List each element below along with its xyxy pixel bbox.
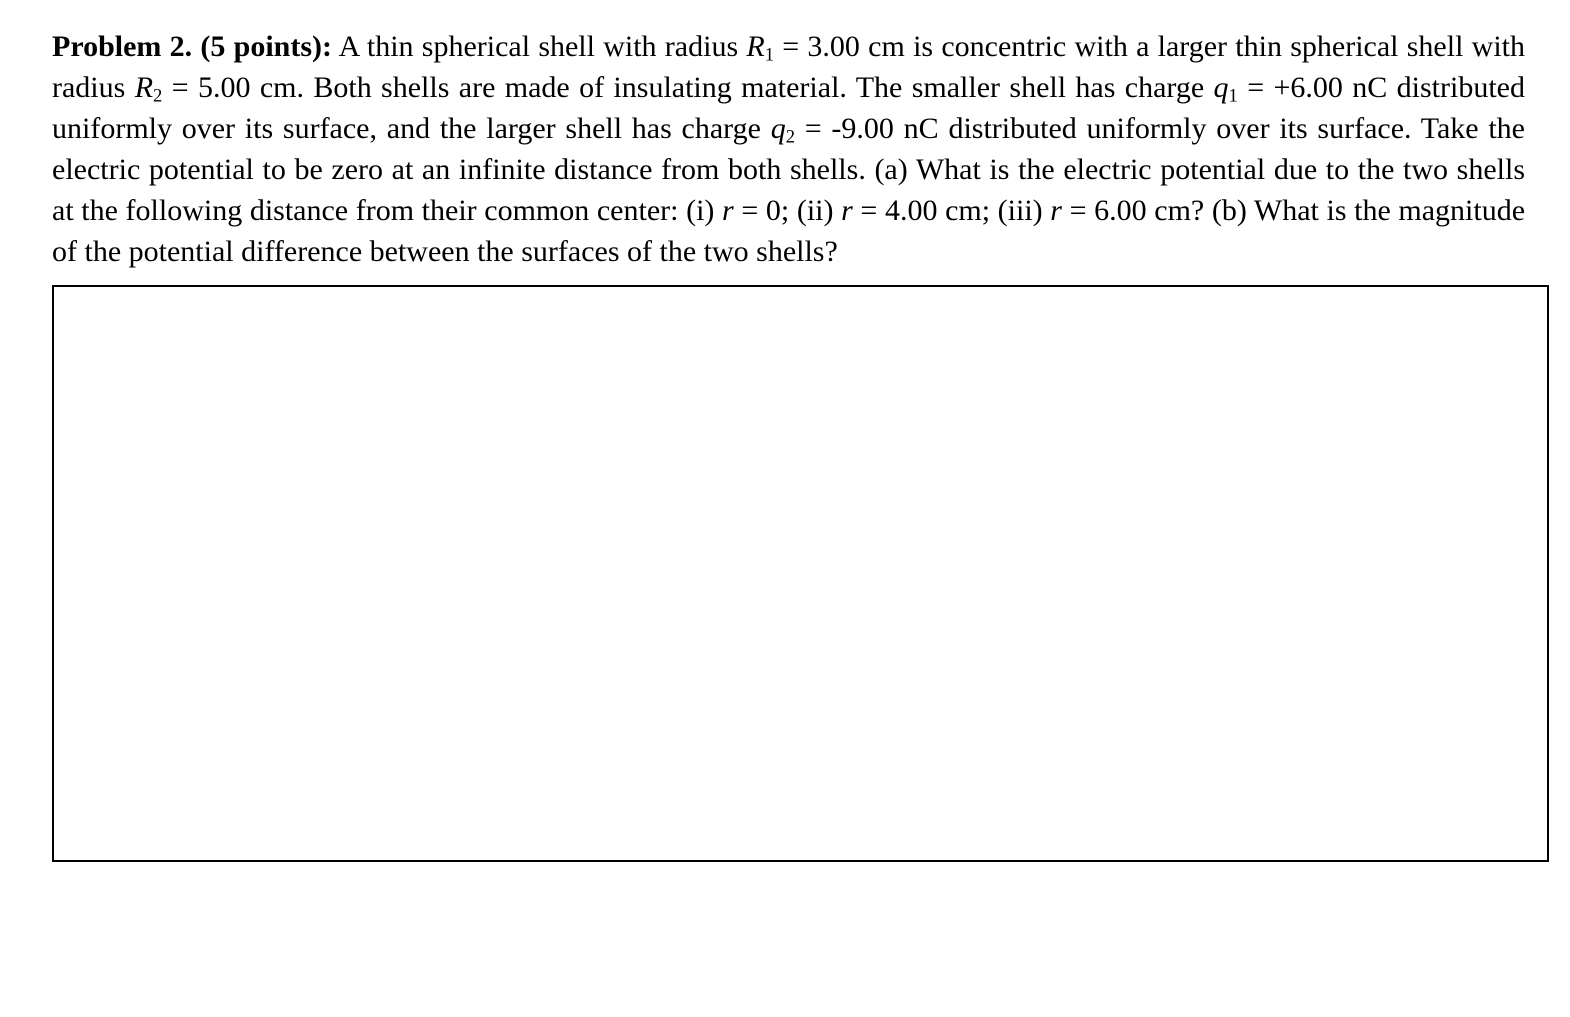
var-R: R <box>134 71 154 104</box>
var-q: q <box>1213 71 1229 104</box>
problem-text: = 0; (ii) <box>733 194 842 227</box>
var-q: q <box>770 112 786 145</box>
var-r: r <box>722 194 734 227</box>
answer-box[interactable] <box>52 285 1549 862</box>
problem-heading: Problem 2. (5 points): <box>52 30 333 63</box>
var-R: R <box>746 30 765 63</box>
subscript: 1 <box>1228 85 1238 107</box>
problem-text: = 6.00 cm? (b) What is the magnitude of the potential difference between the surfaces of the two shells? <box>52 194 1526 268</box>
problem-text: = +6.00 nC distributed uniformly over its surface, and the larger shell has charge <box>52 71 1525 145</box>
problem-text: = 4.00 cm; (iii) <box>852 194 1051 227</box>
subscript: 2 <box>153 85 163 107</box>
problem-text: = 3.00 cm is concentric with a larger thin spherical shell with radius <box>52 30 1525 104</box>
problem-statement <box>52 26 1525 272</box>
problem-text: A thin spherical shell with radius <box>332 30 747 63</box>
subscript: 2 <box>785 126 795 148</box>
var-r: r <box>1050 194 1062 227</box>
problem-text: = 5.00 cm. Both shells are made of insulating material. The smaller shell has charge <box>162 71 1214 104</box>
problem-text: = -9.00 nC distributed uniformly over its surface. Take the electric potential to be zero at an infinite distance from both shells. (a) What is the electric potential due to the two shells at the following distance from their common center: (i) <box>52 112 1525 227</box>
var-r: r <box>841 194 853 227</box>
subscript: 1 <box>764 44 774 66</box>
